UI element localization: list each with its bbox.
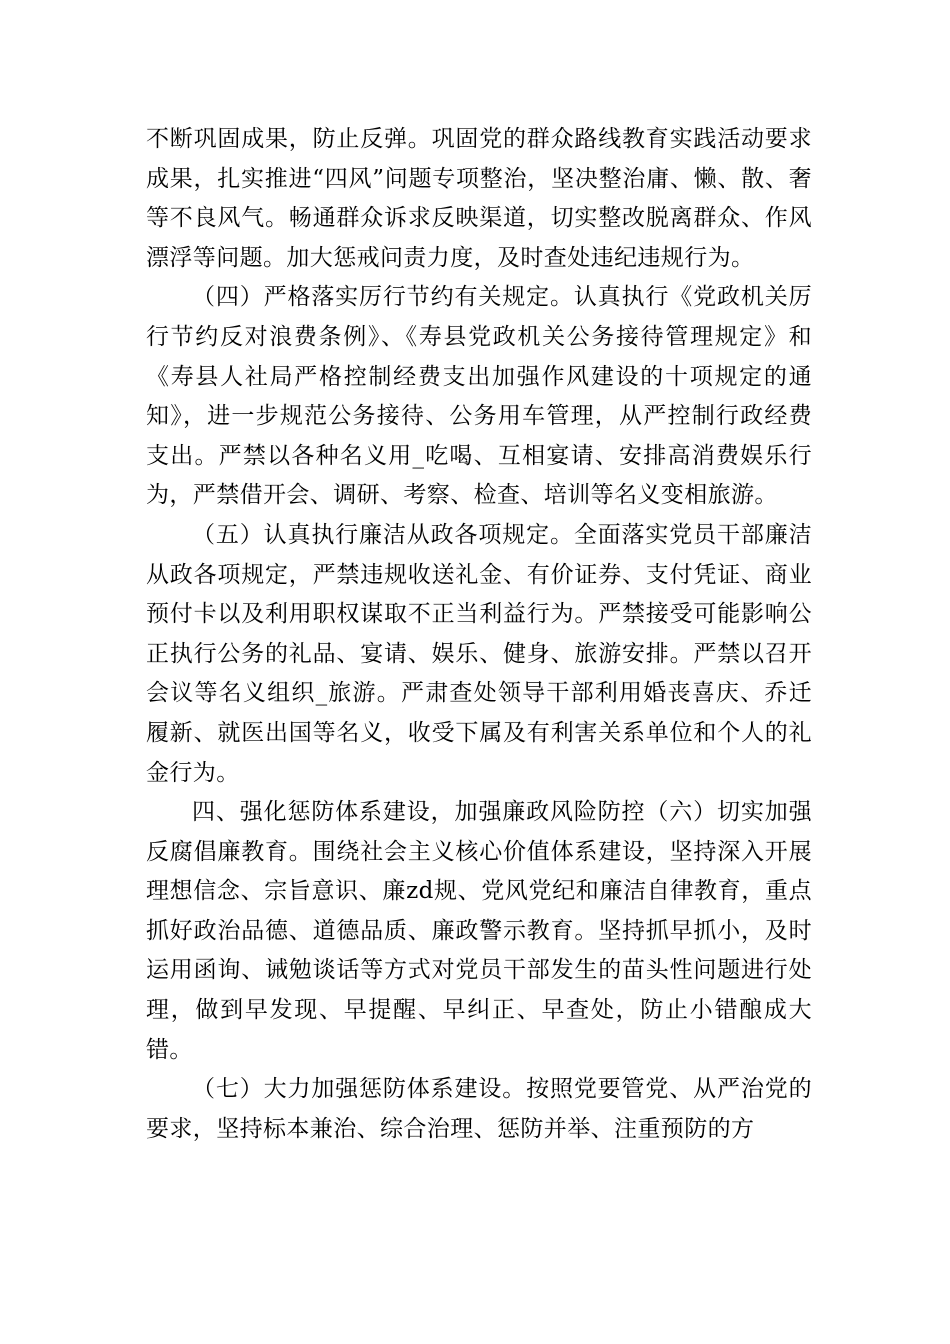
paragraph-5: （七）大力加强惩防体系建设。按照党要管党、从严治党的要求，坚持标本兼治、综合治理、惩防并举、注重预防的方 xyxy=(146,1076,812,1142)
paragraph-1: 不断巩固成果，防止反弹。巩固党的群众路线教育实践活动要求成果，扎实推进“四风”问题专项整治，坚决整治庸、懒、散、奢等不良风气。畅通群众诉求反映渠道，切实整改脱离群众、作风漂浮等问题。加大惩戒问责力度，及时查处违纪违规行为。 xyxy=(146,126,812,271)
paragraph-4: 四、强化惩防体系建设，加强廉政风险防控（六）切实加强反腐倡廉教育。围绕社会主义核心价值体系建设，坚持深入开展理想信念、宗旨意识、廉zd规、党风党纪和廉洁自律教育，重点抓好政治品德、道德品质、廉政警示教育。坚持抓早抓小，及时运用函询、诫勉谈话等方式对党员干部发生的苗头性问题进行处理，做到早发现、早提醒、早纠正、早查处，防止小错酿成大错。 xyxy=(146,799,812,1063)
paragraph-2: （四）严格落实厉行节约有关规定。认真执行《党政机关厉行节约反对浪费条例》、《寿县党政机关公务接待管理规定》和《寿县人社局严格控制经费支出加强作风建设的十项规定的通知》，进一步规范公务接待、公务用车管理，从严控制行政经费支出。严禁以各种名义用_吃喝、互相宴请、安排高消费娱乐行为，严禁借开会、调研、考察、检查、培训等名义变相旅游。 xyxy=(146,284,812,509)
document-body xyxy=(146,120,812,1149)
paragraph-3: （五）认真执行廉洁从政各项规定。全面落实党员干部廉洁从政各项规定，严禁违规收送礼金、有价证券、支付凭证、商业预付卡以及利用职权谋取不正当利益行为。严禁接受可能影响公正执行公务的礼品、宴请、娱乐、健身、旅游安排。严禁以召开会议等名义组织_旅游。严肃查处领导干部利用婚丧喜庆、乔迁履新、就医出国等名义，收受下属及有利害关系单位和个人的礼金行为。 xyxy=(146,521,812,786)
